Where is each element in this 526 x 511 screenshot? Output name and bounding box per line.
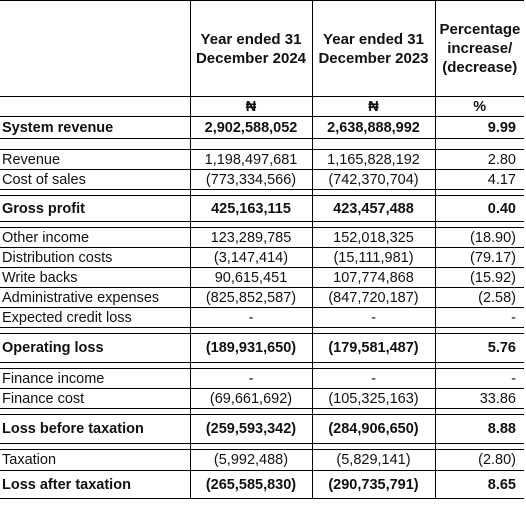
value-percentage: 5.76 <box>435 334 524 363</box>
value-percentage: (2.58) <box>435 288 524 308</box>
header-2023: Year ended 31 December 2023 <box>312 1 435 97</box>
table-row <box>0 369 524 389</box>
value-2023: (742,370,704) <box>312 170 435 190</box>
row-label: Other income <box>0 228 190 248</box>
value-percentage: 33.86 <box>435 389 524 409</box>
value-percentage: 9.99 <box>435 117 524 139</box>
value-2024: 2,902,588,052 <box>190 117 312 139</box>
table-row <box>0 334 524 363</box>
value-2024: (69,661,692) <box>190 389 312 409</box>
table-row <box>0 288 524 308</box>
header-blank-cell <box>0 1 190 97</box>
value-2024: 123,289,785 <box>190 228 312 248</box>
value-2024: 1,198,497,681 <box>190 150 312 170</box>
table-row <box>0 228 524 248</box>
row-label: Gross profit <box>0 196 190 222</box>
value-percentage: (2.80) <box>435 450 524 471</box>
value-2024: (5,992,488) <box>190 450 312 471</box>
value-2023: (5,829,141) <box>312 450 435 471</box>
row-label: Loss after taxation <box>0 471 190 499</box>
spacer-cell <box>0 139 190 150</box>
table-row <box>0 308 524 328</box>
table-row <box>0 196 524 222</box>
value-2024: 90,615,451 <box>190 268 312 288</box>
header-2024: Year ended 31 December 2024 <box>190 1 312 97</box>
row-label: Write backs <box>0 268 190 288</box>
table-row <box>0 170 524 190</box>
row-label: Expected credit loss <box>0 308 190 328</box>
unit-2023: ₦ <box>312 97 435 117</box>
row-label: Taxation <box>0 450 190 471</box>
value-percentage: - <box>435 308 524 328</box>
statement-rows <box>0 117 524 499</box>
header-percentage: Percentage increase/ (decrease) <box>435 1 524 97</box>
value-percentage: 2.80 <box>435 150 524 170</box>
value-2023: 2,638,888,992 <box>312 117 435 139</box>
value-2023: - <box>312 308 435 328</box>
spacer-cell <box>435 139 524 150</box>
value-percentage: 8.65 <box>435 471 524 499</box>
value-2023: (284,906,650) <box>312 415 435 444</box>
table-row <box>0 471 524 499</box>
table-row <box>0 150 524 170</box>
unit-row <box>0 97 524 117</box>
value-percentage: - <box>435 369 524 389</box>
value-2023: 152,018,325 <box>312 228 435 248</box>
value-2024: - <box>190 308 312 328</box>
value-2023: 107,774,868 <box>312 268 435 288</box>
spacer-cell <box>312 139 435 150</box>
unit-blank-cell <box>0 97 190 117</box>
table-row <box>0 117 524 139</box>
value-2024: (189,931,650) <box>190 334 312 363</box>
value-2023: (847,720,187) <box>312 288 435 308</box>
row-label: System revenue <box>0 117 190 139</box>
table-row <box>0 248 524 268</box>
value-2023: (290,735,791) <box>312 471 435 499</box>
row-label: Finance cost <box>0 389 190 409</box>
value-2023: - <box>312 369 435 389</box>
row-label: Loss before taxation <box>0 415 190 444</box>
value-2023: (15,111,981) <box>312 248 435 268</box>
value-2023: 1,165,828,192 <box>312 150 435 170</box>
value-2024: (259,593,342) <box>190 415 312 444</box>
unit-2024: ₦ <box>190 97 312 117</box>
value-2024: 425,163,115 <box>190 196 312 222</box>
value-percentage: (79.17) <box>435 248 524 268</box>
value-2024: (3,147,414) <box>190 248 312 268</box>
value-percentage: 4.17 <box>435 170 524 190</box>
value-2023: (105,325,163) <box>312 389 435 409</box>
value-2023: (179,581,487) <box>312 334 435 363</box>
row-label: Operating loss <box>0 334 190 363</box>
value-2023: 423,457,488 <box>312 196 435 222</box>
value-2024: (773,334,566) <box>190 170 312 190</box>
header-row <box>0 1 524 97</box>
value-percentage: 0.40 <box>435 196 524 222</box>
row-label: Finance income <box>0 369 190 389</box>
row-label: Administrative expenses <box>0 288 190 308</box>
row-label: Revenue <box>0 150 190 170</box>
value-2024: - <box>190 369 312 389</box>
table-row <box>0 268 524 288</box>
table-row <box>0 389 524 409</box>
spacer-cell <box>190 139 312 150</box>
value-2024: (265,585,830) <box>190 471 312 499</box>
value-percentage: 8.88 <box>435 415 524 444</box>
table-row <box>0 450 524 471</box>
unit-percentage: % <box>435 97 524 117</box>
row-label: Distribution costs <box>0 248 190 268</box>
row-label: Cost of sales <box>0 170 190 190</box>
value-2024: (825,852,587) <box>190 288 312 308</box>
table-row <box>0 415 524 444</box>
value-percentage: (15.92) <box>435 268 524 288</box>
value-percentage: (18.90) <box>435 228 524 248</box>
spacer-row <box>0 139 524 150</box>
